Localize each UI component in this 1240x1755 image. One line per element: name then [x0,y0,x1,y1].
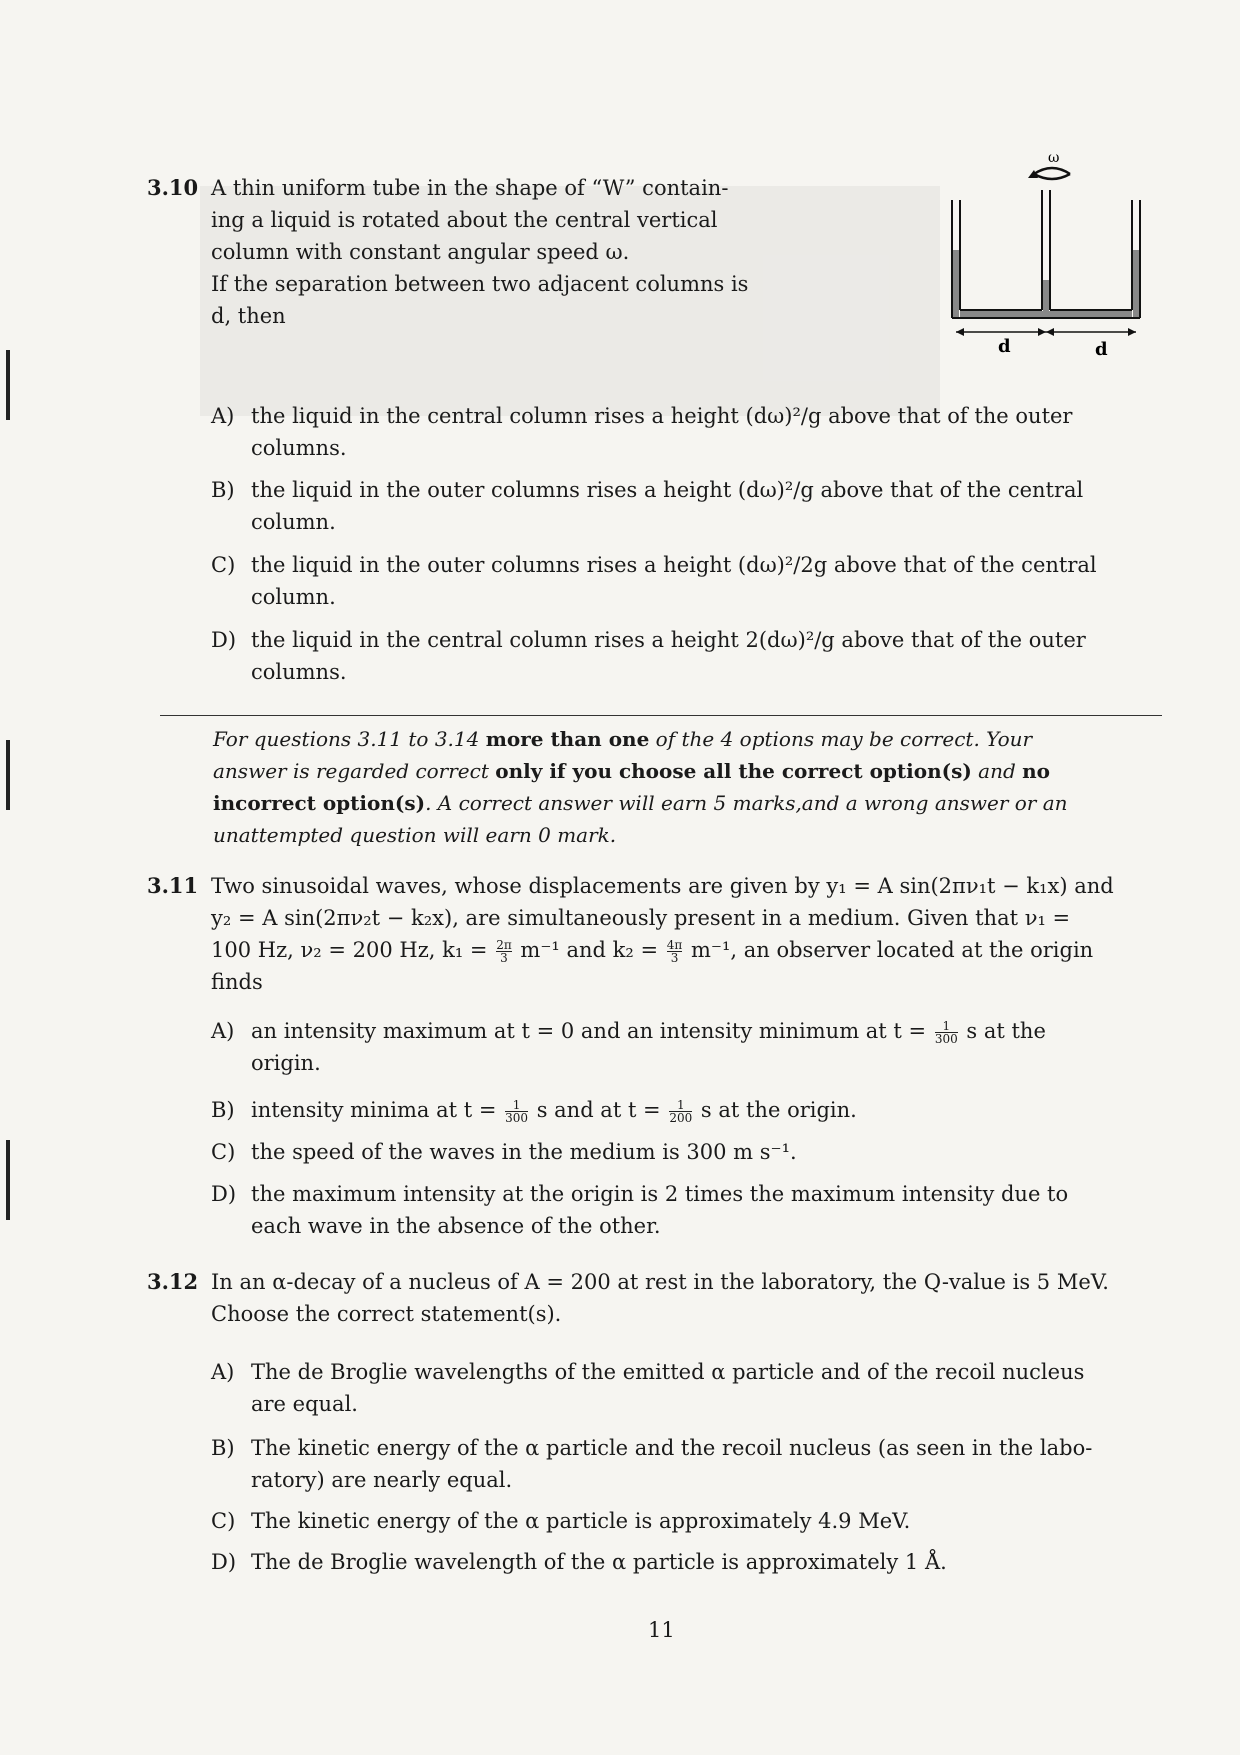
option-label: C) [211,1509,236,1533]
question-stem [211,870,1171,998]
stem-line: d, then [211,304,286,328]
question-number: 3.10 [147,175,199,200]
instructions-note: For questions 3.11 to 3.14 more than one of the 4 options may be correct. Your answer is regarded correct only if you choose all the correct option(s) and no incorrect option(s). A correct answer will earn 5 marks,and a wrong answer or an unattempted question will earn 0 mark. [213,727,1068,847]
margin-mark [6,740,10,810]
option-text: the liquid in the central column rises a height 2(dω)²/g above that of the outer columns. [251,628,1086,684]
option-text: The de Broglie wavelength of the α particle is approximately 1 Å. [251,1550,947,1574]
option-text: The de Broglie wavelengths of the emitted α particle and of the recoil nucleus are equal. [251,1360,1085,1416]
option-text: the speed of the waves in the medium is 300 m s⁻¹. [251,1140,797,1164]
w-tube-figure [930,140,1170,360]
option[interactable] [211,474,1171,538]
option-label: A) [211,404,235,428]
liquid-central [1043,280,1049,316]
option[interactable] [211,1136,1171,1168]
option-text: the liquid in the central column rises a height (dω)²/g above that of the outer columns. [251,404,1073,460]
option-label: D) [211,1182,237,1206]
omega-label: ω [1048,150,1060,166]
option-text: the liquid in the outer columns rises a height (dω)²/2g above that of the central column. [251,553,1097,609]
option-text: The kinetic energy of the α particle and the recoil nucleus (as seen in the labo- ratory) are nearly equal. [251,1436,1093,1492]
stem-line: Two sinusoidal waves, whose displacements are given by y₁ = A sin(2πν₁t − k₁x) and [211,874,1114,898]
option[interactable] [211,400,1171,464]
stem-line: If the separation between two adjacent columns is [211,272,749,296]
option-text: The kinetic energy of the α particle is approximately 4.9 MeV. [251,1509,911,1533]
option-label: B) [211,1098,235,1122]
liquid-left [953,250,959,318]
stem-line: column with constant angular speed ω. [211,240,630,264]
section-divider [160,715,1162,716]
option[interactable] [211,1505,1171,1537]
stem-line: ing a liquid is rotated about the central vertical [211,208,718,232]
margin-mark [6,350,10,420]
option-label: B) [211,478,235,502]
option-text: the liquid in the outer columns rises a height (dω)²/g above that of the central column. [251,478,1084,534]
stem-line: In an α-decay of a nucleus of A = 200 at rest in the laboratory, the Q-value is 5 MeV. [211,1270,1109,1294]
option-label: C) [211,553,236,577]
question-stem [211,172,748,332]
page-number: 11 [648,1618,675,1642]
option-text: an intensity maximum at t = 0 and an intensity minimum at t = $\frac{1}{300}$ s at the origin. [251,1019,1046,1075]
margin-mark [6,1140,10,1220]
separation-label: d [998,336,1011,357]
question-stem [211,1266,1171,1330]
option-label: D) [211,1550,237,1574]
question-number: 3.12 [147,1269,199,1294]
option-label: A) [211,1360,235,1384]
option-text: intensity minima at t = $\frac{1}{300}$ s and at t = $\frac{1}{200}$ s at the origin. [251,1098,857,1125]
option[interactable] [211,1015,1171,1079]
option[interactable] [211,549,1171,613]
option[interactable] [211,1546,1171,1578]
option-label: D) [211,628,237,652]
rotation-arrow-icon [1034,168,1070,174]
option-text: the maximum intensity at the origin is 2 times the maximum intensity due to each wave in the absence of the other. [251,1182,1069,1238]
stem-line: 100 Hz, ν₂ = 200 Hz, k₁ = $\frac{2\pi}{3}$ m⁻¹ and k₂ = $\frac{4\pi}{3}$ m⁻¹, an observer located at the origin [211,938,1094,965]
stem-line: y₂ = A sin(2πν₂t − k₂x), are simultaneously present in a medium. Given that ν₁ = [211,906,1071,930]
question-number: 3.11 [147,873,199,898]
stem-line: finds [211,970,263,994]
option-label: C) [211,1140,236,1164]
option[interactable] [211,1432,1171,1496]
option-label: A) [211,1019,235,1043]
stem-line: A thin uniform tube in the shape of “W” contain- [211,176,729,200]
option-label: B) [211,1436,235,1460]
option[interactable] [211,1178,1171,1242]
option[interactable] [211,1356,1171,1420]
liquid-right [1133,250,1139,318]
option[interactable] [211,624,1171,688]
separation-label: d [1095,339,1108,360]
stem-line: Choose the correct statement(s). [211,1302,562,1326]
option[interactable] [211,1094,1171,1126]
